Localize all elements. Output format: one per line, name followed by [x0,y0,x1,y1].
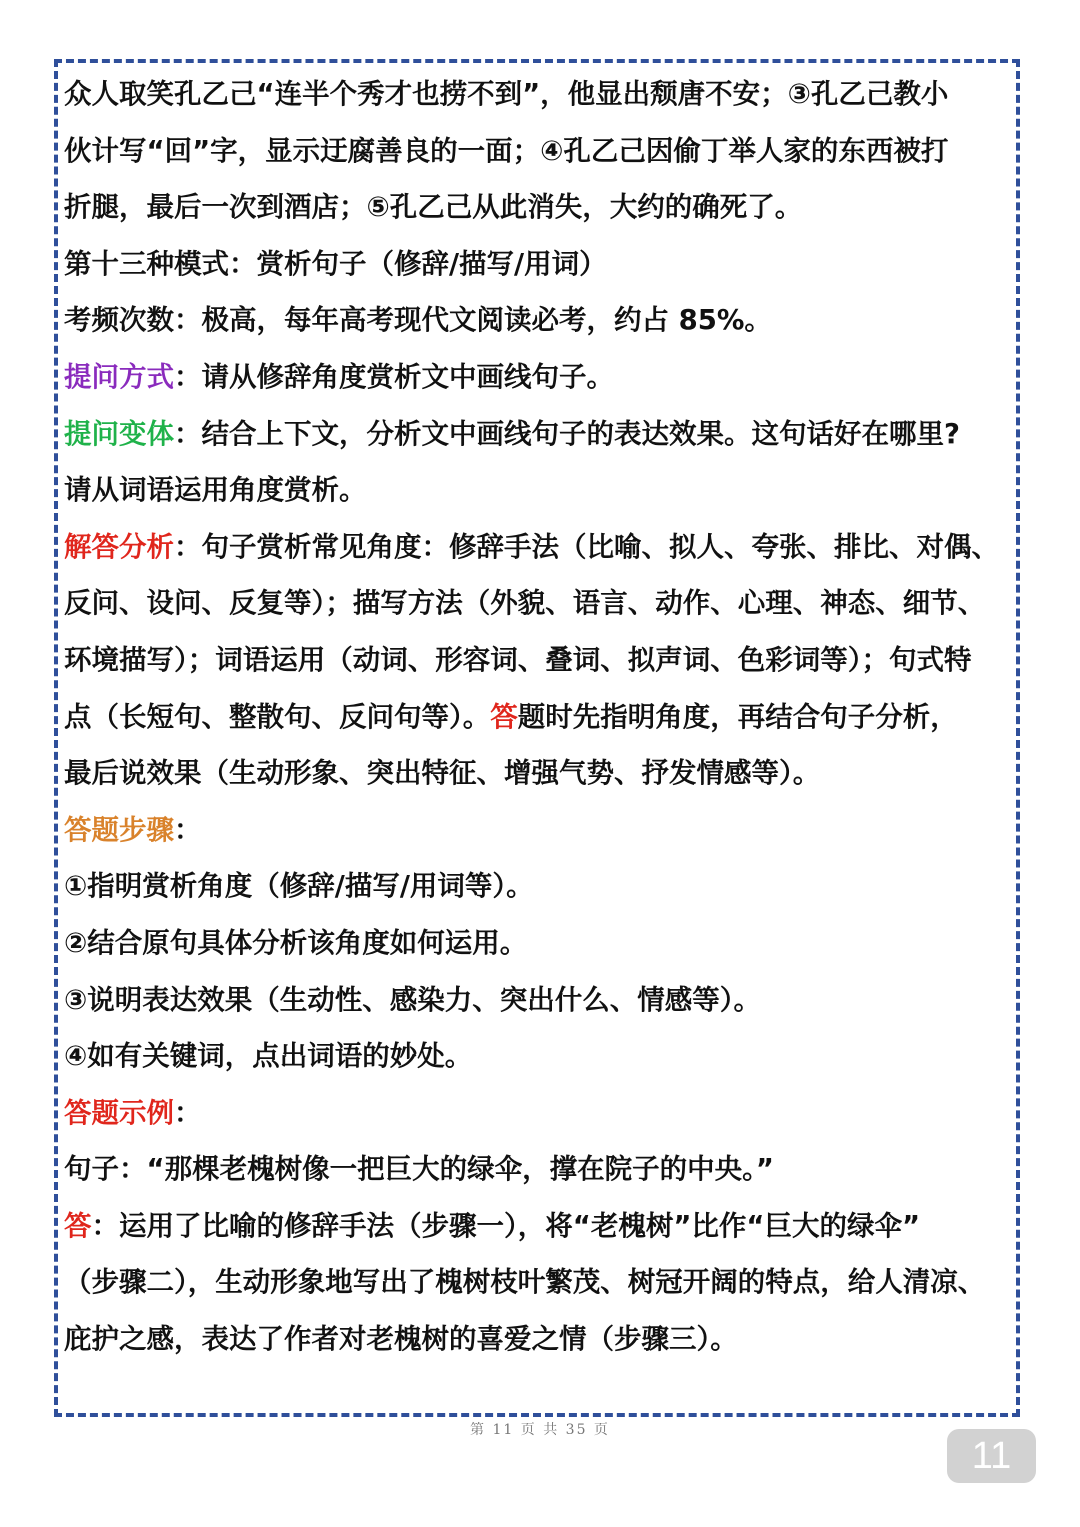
answer-analysis-label: 解答分析 [64,530,174,563]
question-method-label: 提问方式 [64,360,174,393]
text-line [64,689,1016,746]
answer-steps-label: 答题步骤 [64,813,174,846]
question-variant-text: ：结合上下文，分析文中画线句子的表达效果。这句话好在哪里? [174,417,960,450]
text-line: 环境描写）；词语运用（动词、形容词、叠词、拟声词、色彩词等）；句式特 [64,643,972,676]
example-sentence: 句子：“那棵老槐树像一把巨大的绿伞，撑在院子的中央。” [64,1153,774,1186]
answer-line [64,1198,1016,1255]
page-content [64,66,1016,1368]
text-line: 请从词语运用角度赏析。 [64,474,367,507]
text-line: （步骤二），生动形象地写出了槐树枝叶繁茂、树冠开阔的特点，给人清凉、 [64,1266,986,1299]
question-method-line [64,349,1016,406]
text-line: 折腿，最后一次到酒店；⑤孔乙己从此消失，大约的确死了。 [64,191,803,224]
answer-analysis-line [64,519,1016,576]
page-number-badge: 11 [947,1429,1036,1483]
text-line: 庇护之感，表达了作者对老槐树的喜爱之情（步骤三）。 [64,1323,738,1356]
step-item: ④如有关键词，点出词语的妙处。 [64,1040,473,1073]
text-line: 反问、设问、反复等）；描写方法（外貌、语言、动作、心理、神态、细节、 [64,587,986,620]
question-variant-label: 提问变体 [64,417,174,450]
answer-example-label: 答题示例 [64,1096,174,1129]
text-segment: 题时先指明角度，再结合句子分析， [517,700,958,733]
step-item: ③说明表达效果（生动性、感染力、突出什么、情感等）。 [64,983,762,1016]
answer-highlight: 答 [490,700,518,733]
section-heading: 第十三种模式：赏析句子（修辞/描写/用词） [64,247,607,280]
answer-analysis-text: ：句子赏析常见角度：修辞手法（比喻、拟人、夸张、排比、对偶、 [174,530,999,563]
text-line: 众人取笑孔乙己“连半个秀才也捞不到”，他显出颓唐不安；③孔乙己教小 [64,78,949,110]
step-item: ②结合原句具体分析该角度如何运用。 [64,926,528,959]
answer-text: ：运用了比喻的修辞手法（步骤一），将“老槐树”比作“巨大的绿伞” [91,1209,921,1242]
page-footer: 第 11 页 共 35 页 [470,1422,610,1438]
answer-label: 答 [64,1209,92,1242]
text-segment: 点（长短句、整散句、反问句等）。 [64,700,491,733]
answer-example-line [64,1085,1016,1142]
text-line: 伙计写“回”字，显示迂腐善良的一面；④孔乙己因偷丁举人家的东西被打 [64,134,949,167]
answer-steps-line [64,802,1016,859]
step-item: ①指明赏析角度（修辞/描写/用词等）。 [64,870,534,903]
text-line: 最后说效果（生动形象、突出特征、增强气势、抒发情感等）。 [64,757,821,790]
answer-steps-colon: ： [174,813,202,846]
frequency-line: 考频次数：极高，每年高考现代文阅读必考，约占 85%。 [64,304,772,337]
question-variant-line [64,406,1016,463]
question-method-text: ：请从修辞角度赏析文中画线句子。 [174,360,614,393]
answer-example-colon: ： [174,1096,202,1129]
